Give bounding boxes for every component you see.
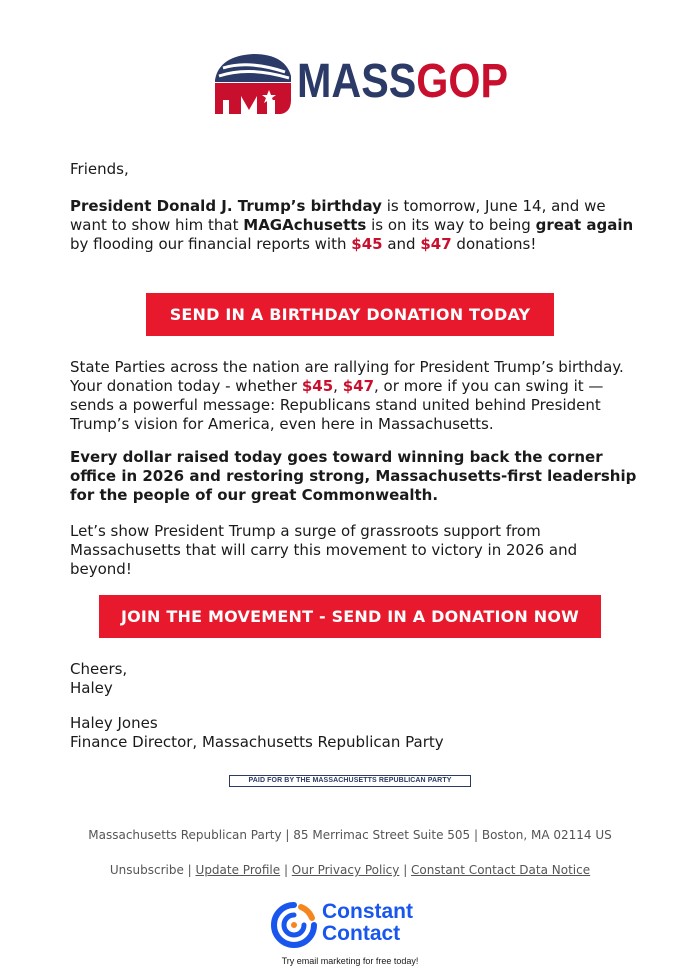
paid-for-disclaimer: PAID FOR BY THE MASSACHUSETTS REPUBLICAN PARTY [229, 775, 471, 787]
footer-address: Massachusetts Republican Party | 85 Merrimac Street Suite 505 | Boston, MA 02114 US [88, 828, 612, 842]
footer-sep-2: | [280, 863, 292, 877]
rally-text-2: , [333, 377, 343, 395]
constant-contact-wordmark [322, 901, 413, 945]
join-movement-button[interactable]: JOIN THE MOVEMENT - SEND IN A DONATION NOW [99, 595, 601, 638]
intro-text-2: is on its way to being [366, 216, 536, 234]
intro-text-3: by flooding our financial reports with [70, 235, 352, 253]
rally-text-1: State Parties across the nation are rallying for President Trump’s birthday. Your donation today - whether [70, 358, 624, 395]
amount-45: $45 [351, 235, 383, 253]
signoff-cheers: Cheers, [70, 660, 128, 678]
rally-amount-47: $47 [342, 377, 375, 395]
signoff [70, 660, 638, 698]
signoff-name: Haley [70, 679, 113, 697]
massgop-logo[interactable] [209, 50, 509, 116]
footer-sep-3: | [399, 863, 412, 877]
footer-links [0, 863, 700, 877]
amount-47: $47 [420, 235, 452, 253]
intro-bold-2: MAGAchusetts [243, 216, 367, 234]
logo-gop: GOP [416, 55, 509, 108]
update-profile-link[interactable]: Update Profile [195, 863, 281, 877]
constant-contact-icon [271, 902, 317, 948]
logo-wordmark [297, 52, 508, 112]
rally-amount-45: $45 [301, 377, 334, 395]
elephant-icon [209, 50, 295, 116]
intro-text-5: donations! [451, 235, 537, 253]
cc-tagline[interactable]: Try email marketing for free today! [281, 956, 419, 966]
unsubscribe-link[interactable]: Unsubscribe [109, 863, 184, 877]
birthday-donation-button[interactable]: SEND IN A BIRTHDAY DONATION TODAY [146, 293, 554, 336]
cc-line-2: Contact [322, 922, 401, 945]
signature [70, 714, 638, 752]
footer-sep-1: | [183, 863, 196, 877]
intro-text-1: is tomorrow, June 14, and we want to show him that [70, 197, 606, 234]
rally-paragraph [70, 358, 638, 434]
intro-text-4: and [382, 235, 421, 253]
constant-contact-logo[interactable] [271, 901, 441, 951]
data-notice-link[interactable]: Constant Contact Data Notice [411, 863, 591, 877]
rally-text-3: , or more if you can swing it — sends a powerful message: Republicans stand united behind President Trump’s vision for America, even here in Massachusetts. [70, 377, 604, 433]
intro-bold-3: great again [535, 216, 634, 234]
greeting: Friends, [70, 160, 129, 178]
privacy-policy-link[interactable]: Our Privacy Policy [291, 863, 400, 877]
signature-name: Haley Jones [70, 714, 158, 732]
bold-paragraph: Every dollar raised today goes toward winning back the corner office in 2026 and restoring strong, Massachusetts-first leadership for the people of our great Commonwealth. [70, 448, 637, 504]
logo-mass: MASS [297, 55, 417, 108]
cc-line-1: Constant [322, 900, 413, 923]
intro-paragraph [70, 197, 638, 254]
intro-bold-1: President Donald J. Trump’s birthday [70, 197, 382, 215]
grassroots-paragraph: Let’s show President Trump a surge of grassroots support from Massachusetts that will carry this movement to victory in 2026 and beyond! [70, 522, 578, 578]
signature-title: Finance Director, Massachusetts Republican Party [70, 733, 444, 751]
